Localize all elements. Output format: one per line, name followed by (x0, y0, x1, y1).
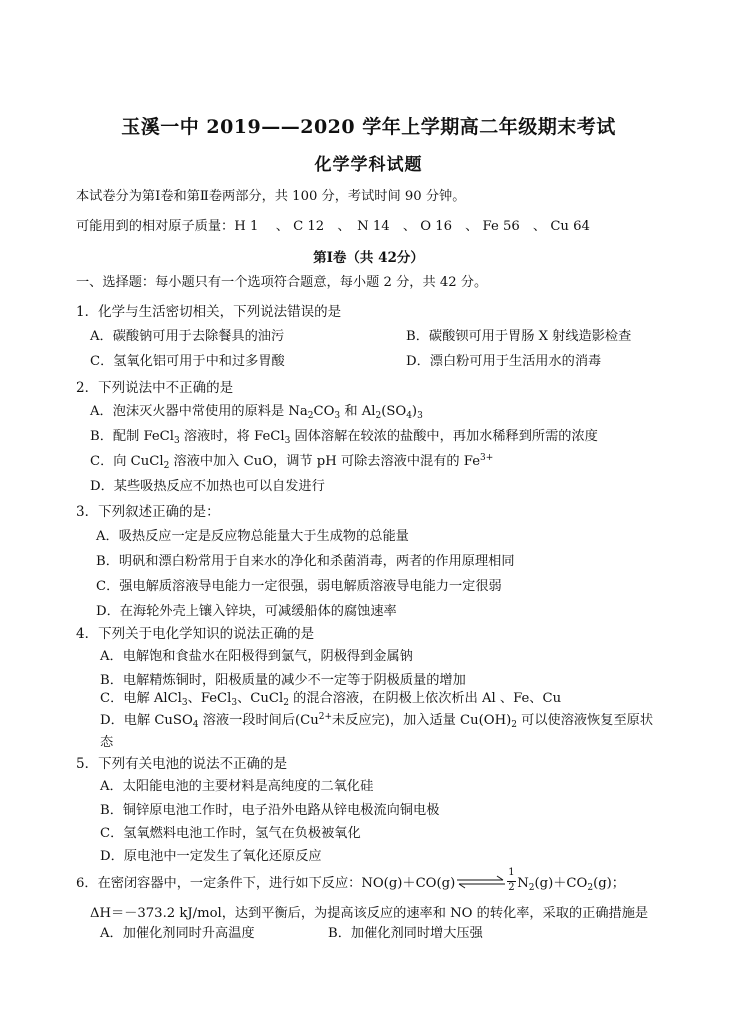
q5-option-d: D．原电池中一定发生了氧化还原反应 (100, 849, 322, 864)
q5-option-b: B．铜锌原电池工作时，电子沿外电路从锌电极流向铜电极 (100, 803, 440, 818)
q2-stem: 2．下列说法中不正确的是 (76, 380, 234, 396)
q2-option-b: B．配制 FeCl$_3$ 溶液时，将 FeCl$_3$ 固体溶解在较浓的盐酸中，再加水稀释到所需的浓度 (90, 429, 598, 446)
q6-condition-line: ΔH＝－373.2 kJ/mol，达到平衡后，为提高该反应的速率和 NO 的转化率，采取的正确措施是 (90, 906, 649, 921)
q1-option-d: D．漂白粉可用于生活用水的消毒 (406, 354, 602, 369)
q6-option-a: A．加催化剂同时升高温度 (100, 926, 255, 941)
q6-option-b: B．加催化剂同时增大压强 (328, 926, 483, 941)
q5-option-c: C．氢氧燃料电池工作时，氢气在负极被氧化 (100, 826, 361, 841)
q3-option-a: A．吸热反应一定是反应物总能量大于生成物的总能量 (96, 529, 409, 544)
q2-option-a: A．泡沫灭火器中常使用的原料是 $Na_2CO_3$ 和 $Al_2(SO_4)_3$ (90, 404, 423, 421)
intro-line-1: 本试卷分为第Ⅰ卷和第Ⅱ卷两部分，共 100 分，考试时间 90 分钟。 (76, 189, 466, 204)
q3-stem: 3．下列叙述正确的是： (76, 504, 220, 520)
q2-option-d: D．某些吸热反应不加热也可以自发进行 (90, 479, 325, 494)
q1-stem: 1．化学与生活密切相关，下列说法错误的是 (76, 304, 342, 320)
q3-option-c: C．强电解质溶液导电能力一定很强，弱电解质溶液导电能力一定很弱 (96, 579, 502, 594)
q6-fraction: $\frac{1}{2}$ (508, 867, 515, 893)
q1-option-c: C．氢氧化铝可用于中和过多胃酸 (90, 354, 285, 369)
q3-option-d: D．在海轮外壳上镶入锌块，可减缓船体的腐蚀速率 (96, 604, 397, 619)
q1-option-a: A．碳酸钠可用于去除餐具的油污 (90, 329, 285, 344)
part1-instruction: 一、选择题：每小题只有一个选项符合题意，每小题 2 分，共 42 分。 (76, 275, 488, 290)
q4-stem: 4．下列关于电化学知识的说法正确的是 (76, 626, 315, 642)
q4-option-b: B．电解精炼铜时，阳极质量的减少不一定等于阴极质量的增加 (100, 673, 466, 688)
q5-stem: 5．下列有关电池的说法不正确的是 (76, 756, 288, 772)
q3-option-b: B．明矾和漂白粉常用于自来水的净化和杀菌消毒，两者的作用原理相同 (96, 554, 515, 569)
q6-stem: 6．在密闭容器中，一定条件下，进行如下反应：NO(g)＋CO(g) $\frac{1}{2}$ $N_2(g)+CO_2(g)$； (76, 867, 625, 893)
q4-option-c: C．电解 AlCl$_3$、FeCl$_3$、CuCl$_2$ 的混合溶液，在阴极上依次析出 Al 、Fe、Cu (100, 691, 562, 708)
exam-subtitle: 化学学科试题 (314, 155, 423, 175)
exam-title: 玉溪一中 2019——2020 学年上学期高二年级期末考试 (121, 116, 616, 138)
q1-option-b: B．碳酸钡可用于胃肠 X 射线造影检查 (406, 329, 632, 344)
part1-title: 第Ⅰ卷（共 42分） (313, 250, 424, 266)
q2-option-c: C．向 CuCl$_2$ 溶液中加入 CuO，调节 pH 可除去溶液中混有的 $Fe^{3+}$ (90, 453, 494, 471)
q4-option-d-continued: 态 (100, 735, 114, 750)
q4-option-d: D．电解 CuSO$_4$ 溶液一段时间后($Cu^{2+}$未反应完)，加入适量 $Cu(OH)_2$ 可以使溶液恢复至原状 (100, 712, 654, 730)
equilibrium-arrow-icon (455, 875, 507, 889)
q5-option-a: A．太阳能电池的主要材料是高纯度的二氧化硅 (100, 779, 374, 794)
intro-line-2: 可能用到的相对原子质量：H 1 、 C 12 、 N 14 、 O 16 、 Fe 56 、 Cu 64 (76, 219, 590, 234)
q4-option-a: A．电解饱和食盐水在阳极得到氯气，阴极得到金属钠 (100, 649, 413, 664)
